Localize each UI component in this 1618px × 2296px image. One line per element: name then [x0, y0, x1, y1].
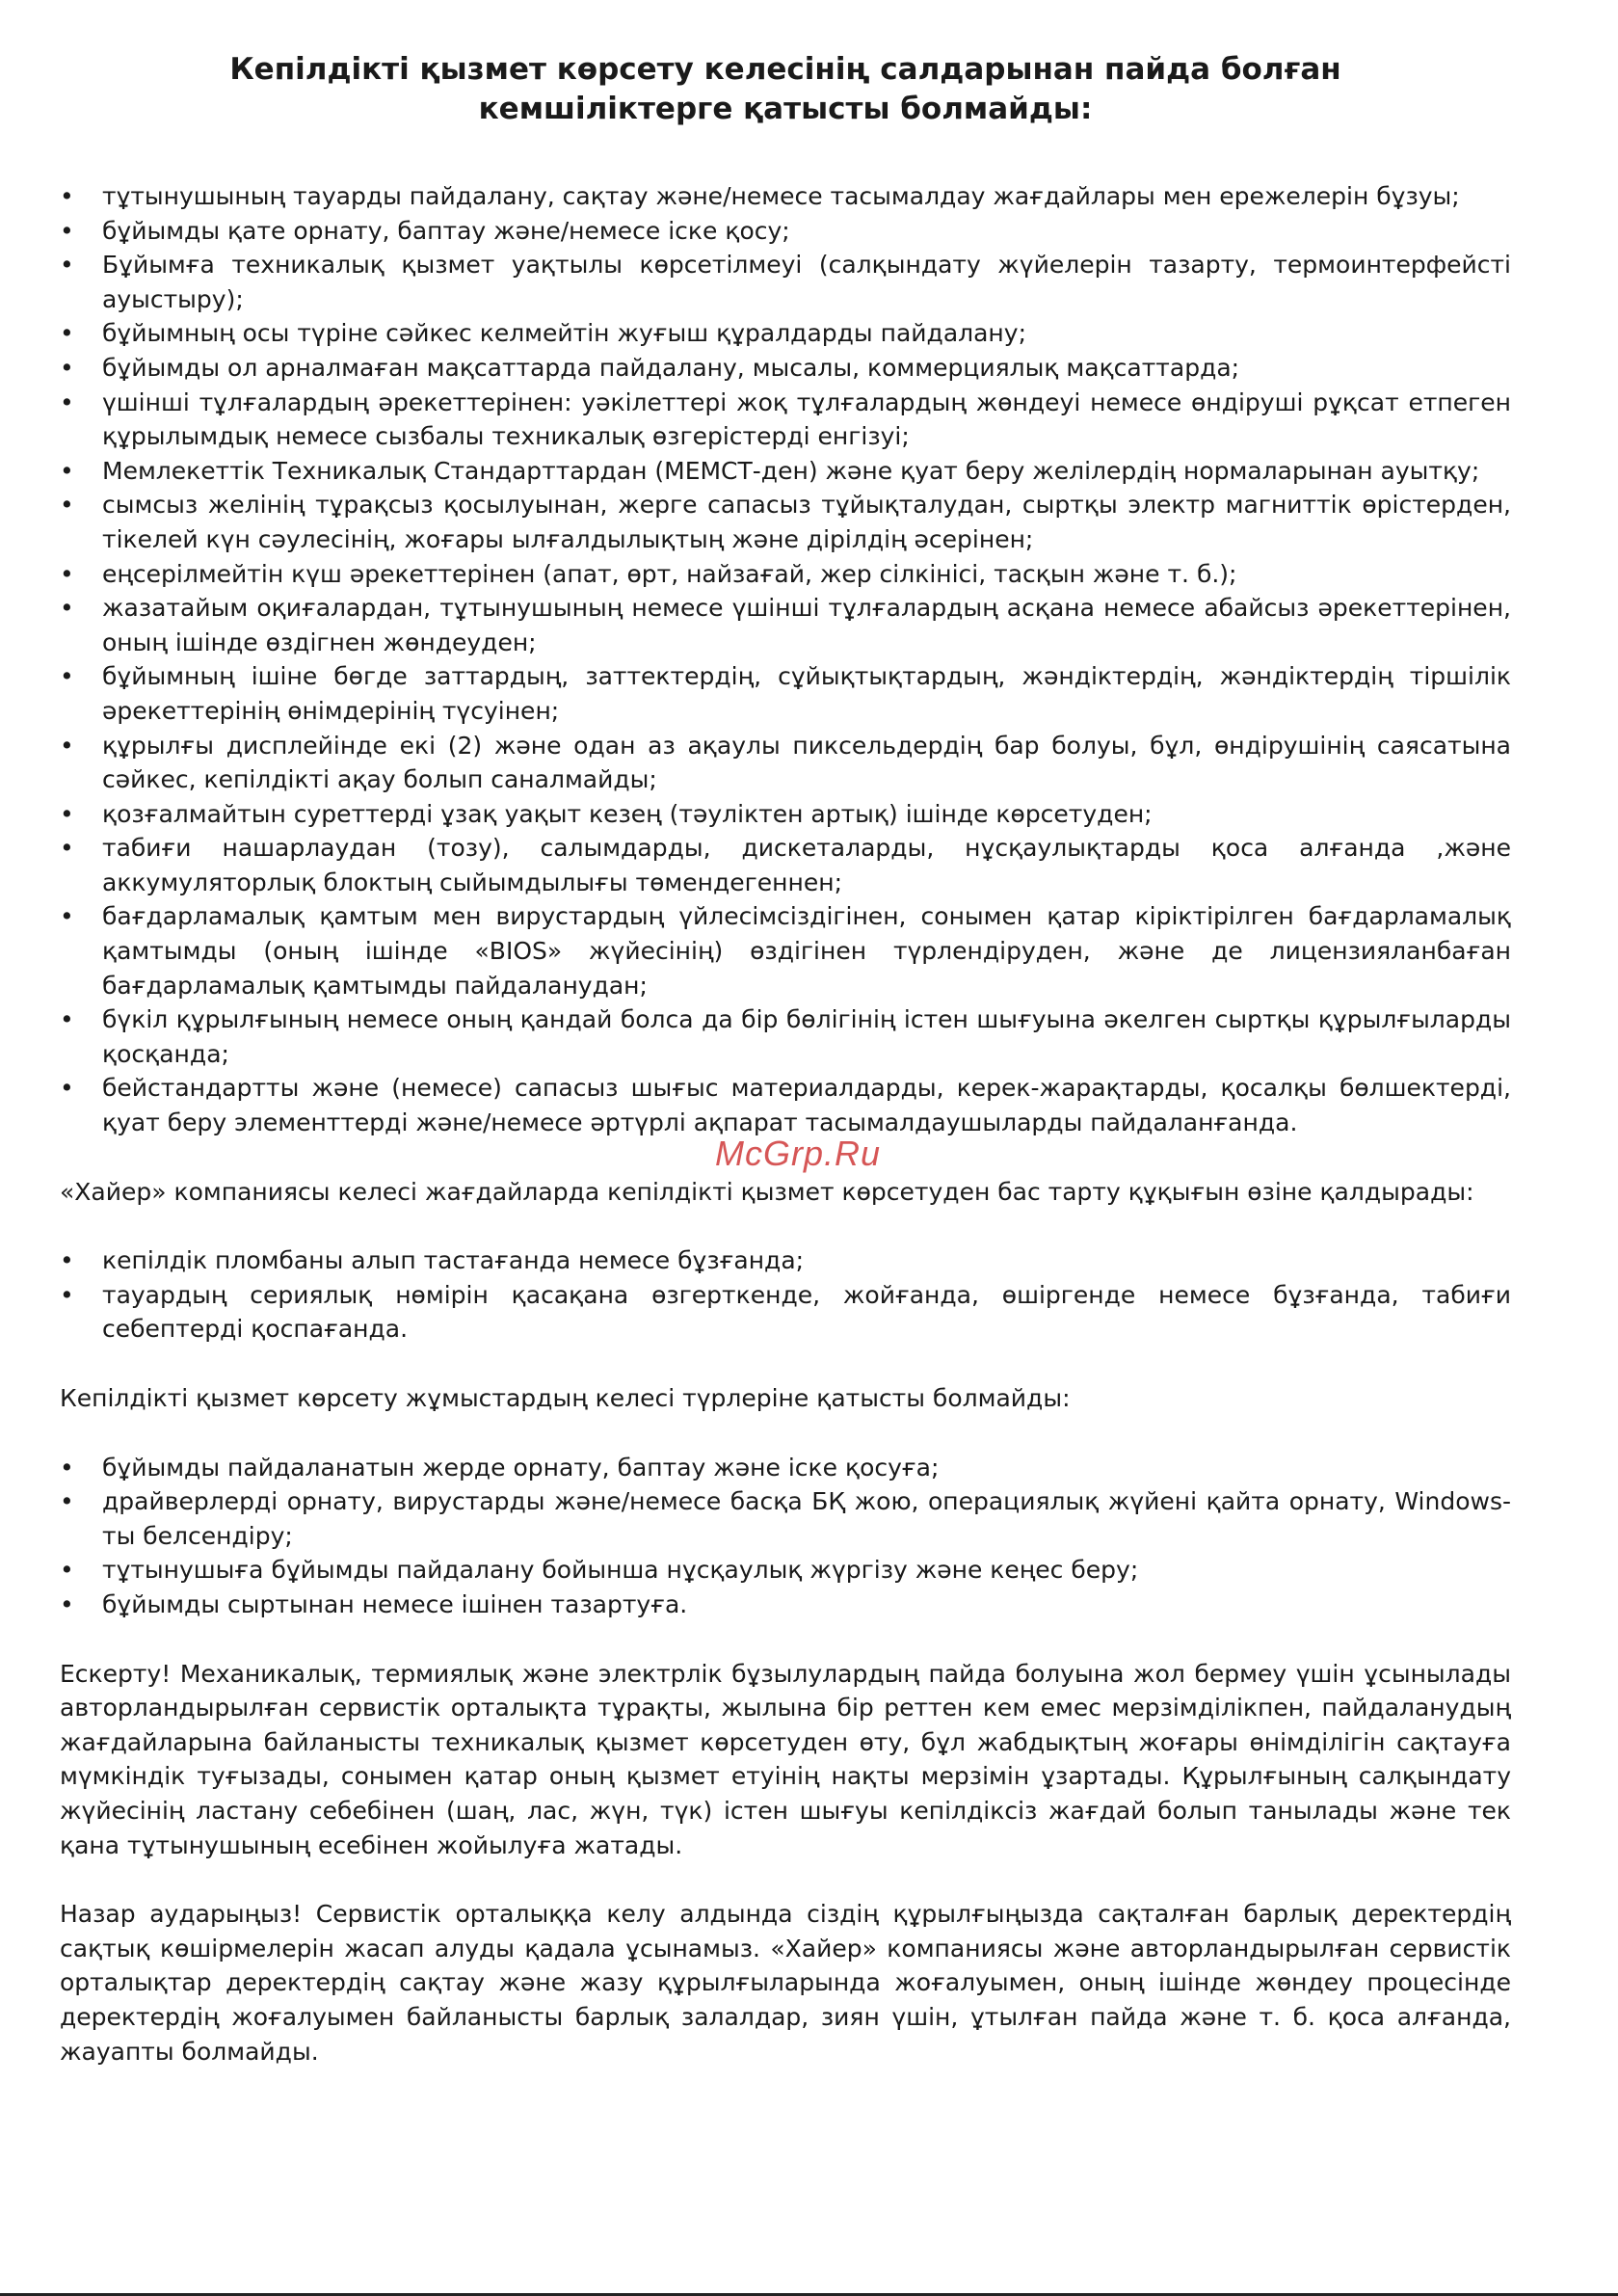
- list-item: • драйверлерді орнату, вирустарды және/немесе басқа БҚ жою, операциялық жүйені қайта орнату, Windows-ты белсендіру;: [60, 1484, 1511, 1553]
- list-item: • бұйымды пайдаланатын жерде орнату, баптау және іске қосуға;: [60, 1451, 1511, 1485]
- watermark: McGrp.Ru: [715, 1134, 882, 1173]
- spacer: [60, 1862, 1511, 1897]
- spacer: [60, 1622, 1511, 1657]
- list-item: • табиғи нашарлаудан (тозу), салымдарды, дискеталарды, нұсқаулықтарды қоса алғанда ,және аккумуляторлық блоктың сыйымдылығы төмендегеннен;: [60, 831, 1511, 899]
- list-item: • бұйымды қате орнату, баптау және/немесе іске қосу;: [60, 214, 1511, 249]
- list-item: • тауардың сериялық нөмірін қасақана өзгерткенде, жойғанда, өшіргенде немесе бұзғанда, табиғи себептерді қоспағанда.: [60, 1278, 1511, 1347]
- refusal-intro: «Хайер» компаниясы келесі жағдайларда кепілдікті қызмет көрсетуден бас тарту құқығын өзіне қалдырады:: [60, 1177, 1474, 1206]
- service-list: [60, 1451, 1511, 1622]
- list-item: • қозғалмайтын суреттерді ұзақ уақыт кезең (тәуліктен артық) ішінде көрсетуден;: [60, 797, 1511, 832]
- list-item: • тұтынушыға бұйымды пайдалану бойынша нұсқаулық жүргізу және кеңес беру;: [60, 1553, 1511, 1588]
- list-item: • үшінші тұлғалардың әрекеттерінен: уәкілеттері жоқ тұлғалардың жөндеуі немесе өндіруші рұқсат етпеген құрылымдық немесе сызбалы техникалық өзгерістерді енгізуі;: [60, 386, 1511, 454]
- warning-paragraph: Ескерту! Механикалық, термиялық және электрлік бұзылулардың пайда болуына жол бермеу үшін ұсынылады авторландырылған сервистік орталықта тұрақты, жылына бір реттен кем емес мерзімділікпен, пайдаланудың жағдайларына байланысты техникалық қызмет көрсетуден өту, бұл жабдықтың жоғары өнімділігін сақтауға мүмкіндік туғызады, сонымен қатар оның қызмет етуінің нақты мерзімін ұзартады. Құрылғының салқындату жүйесінің ластану себебінен (шаң, лас, жүн, түк) істен шығуы кепілдіксіз жағдай болып танылады және тек қана тұтынушының есебінен жойылуға жатады.: [60, 1659, 1511, 1859]
- refusal-list: [60, 1243, 1511, 1347]
- list-item: • бұйымды ол арналмаған мақсаттарда пайдалану, мысалы, коммерциялық мақсаттарда;: [60, 351, 1511, 386]
- list-item: • бүкіл құрылғының немесе оның қандай болса да бір бөлігінің істен шығуына әкелген сыртқы құрылғыларды қосқанда;: [60, 1002, 1511, 1071]
- list-item: • Бұйымға техникалық қызмет уақтылы көрсетілмеуі (салқындату жүйелерін тазарту, термоинтерфейсті ауыстыру);: [60, 248, 1511, 316]
- exclusions-list: [60, 179, 1511, 1140]
- list-item: • бейстандартты және (немесе) сапасыз шығыс материалдарды, керек-жарақтарды, қосалқы бөлшектерді, қуат беру элементтерді және/немесе әртүрлі ақпарат тасымалдаушыларды пайдаланғанда.: [60, 1071, 1511, 1139]
- list-item: • бұйымның осы түріне сәйкес келмейтін жуғыш құралдарды пайдалану;: [60, 316, 1511, 351]
- page-title: Кепілдікті қызмет көрсету келесінің салдарынан пайда болған кемшіліктерге қатысты болмайды:: [229, 52, 1341, 126]
- list-item: • тұтынушының тауарды пайдалану, сақтау және/немесе тасымалдау жағдайлары мен ережелерін бұзуы;: [60, 179, 1511, 214]
- list-item: • бұйымды сыртынан немесе ішінен тазартуға.: [60, 1588, 1511, 1622]
- list-item: • сымсыз желінің тұрақсыз қосылуынан, жерге сапасыз тұйықталудан, сыртқы электр магниттік өрістерден, тікелей күн сәулесінің, жоғары ылғалдылықтың және дірілдің әсерінен;: [60, 488, 1511, 556]
- list-item: • Мемлекеттік Техникалық Стандарттардан (МЕМСТ-ден) және қуат беру желілердің нормаларынан ауытқу;: [60, 454, 1511, 489]
- document-page: [60, 50, 1511, 2069]
- spacer: [60, 1416, 1511, 1451]
- service-intro: Кепілдікті қызмет көрсету жұмыстардың келесі түрлеріне қатысты болмайды:: [60, 1384, 1071, 1412]
- list-item: • бұйымның ішіне бөгде заттардың, заттектердің, сұйықтықтардың, жәндіктердің, жәндіктердің тіршілік әрекеттерінің өнімдерінің түсуінен;: [60, 659, 1511, 728]
- list-item: • еңсерілмейтін күш әрекеттерінен (апат, өрт, найзағай, жер сілкінісі, тасқын және т. б.);: [60, 557, 1511, 592]
- spacer: [60, 1209, 1511, 1243]
- list-item: • құрылғы дисплейінде екі (2) және одан аз ақаулы пиксельдердің бар болуы, бұл, өндірушінің саясатына сәйкес, кепілдікті ақау болып саналмайды;: [60, 729, 1511, 797]
- spacer: [60, 1347, 1511, 1381]
- list-item: • бағдарламалық қамтым мен вирустардың үйлесімсіздігінен, сонымен қатар кіріктірілген бағдарламалық қамтымды (оның ішінде «BIOS» жүйесінің) өздігінен түрлендіруден, және де лицензияланбаған бағдарламалық қамтымды пайдаланудан;: [60, 899, 1511, 1002]
- attention-paragraph: Назар аударыңыз! Сервистік орталыққа келу алдында сіздің құрылғыңызда сақталған барлық деректердің сақтық көшірмелерін жасап алуды қадала ұсынамыз. «Хайер» компаниясы және авторландырылған сервистік орталықтар деректердің сақтау және жазу құрылғыларында жоғалуымен, оның ішінде жөндеу процесінде деректердің жоғалуымен байланысты барлық залалдар, зиян үшін, ұтылған пайда және т. б. қоса алғанда, жауапты болмайды.: [60, 1900, 1511, 2066]
- list-item: • кепілдік пломбаны алып тастағанда немесе бұзғанда;: [60, 1243, 1511, 1278]
- list-item: • жазатайым оқиғалардан, тұтынушының немесе үшінші тұлғалардың асқана немесе абайсыз әрекеттерінен, оның ішінде өздігнен жөндеуден;: [60, 591, 1511, 659]
